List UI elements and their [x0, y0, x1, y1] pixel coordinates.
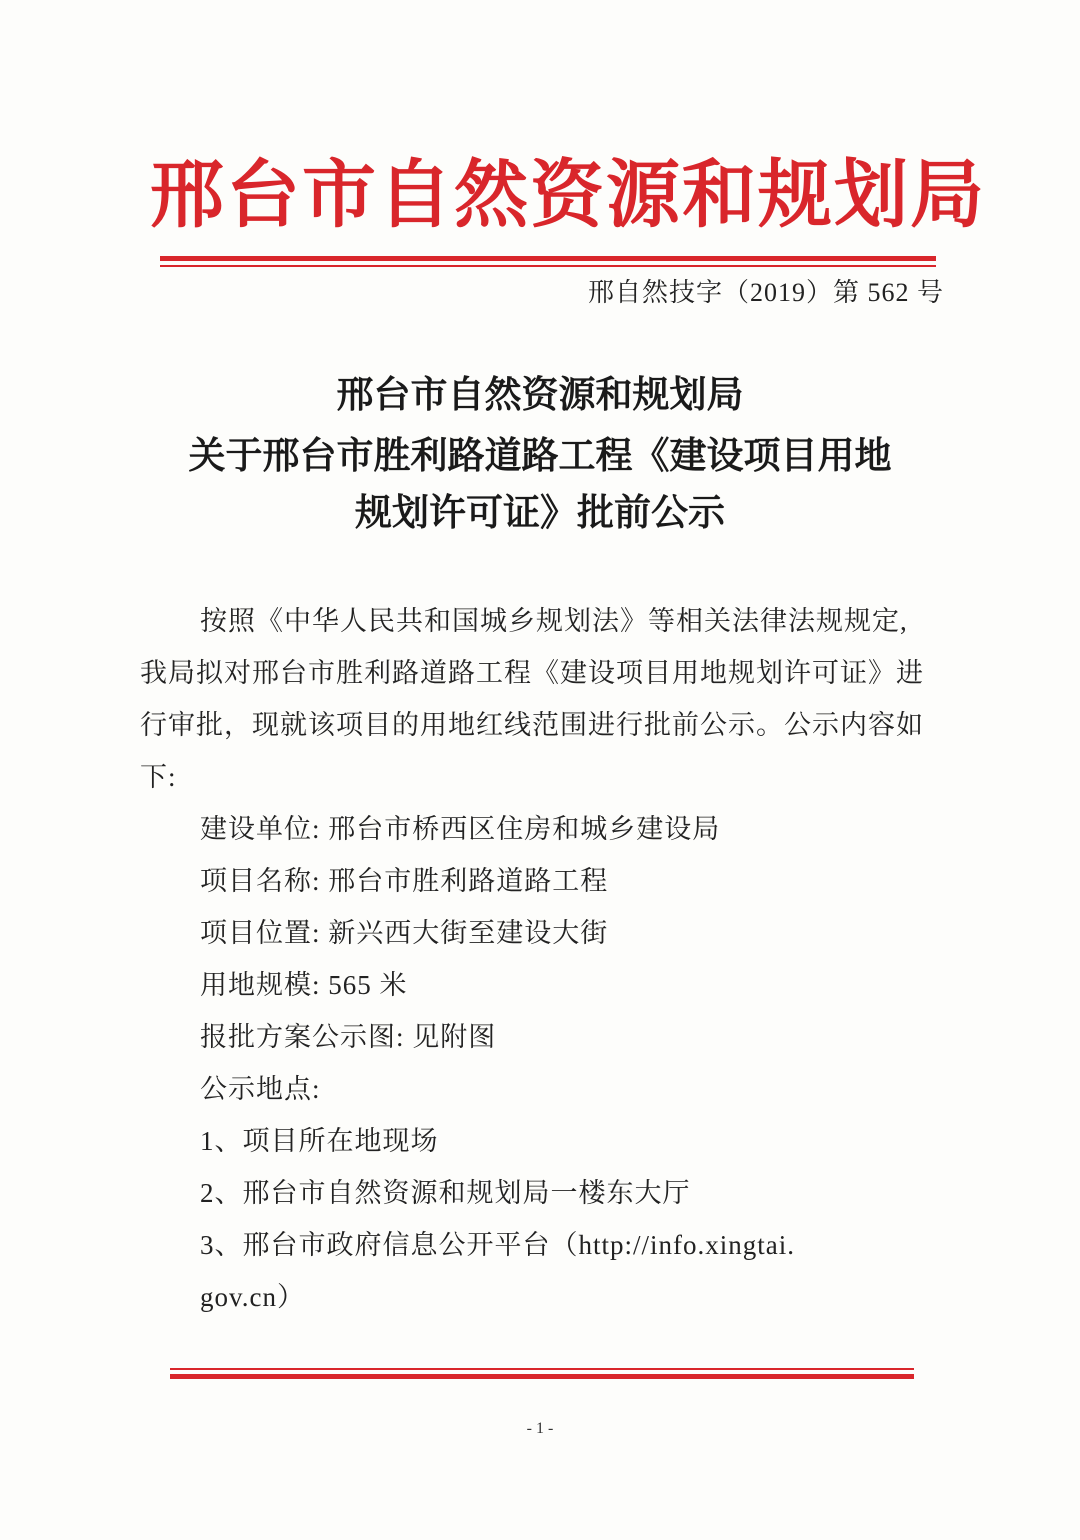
- locations-label: 公示地点:: [200, 1074, 321, 1104]
- footer-red-rule: [170, 1374, 914, 1379]
- paragraph-line: 下:: [140, 762, 177, 792]
- header-red-rule: [160, 256, 936, 261]
- location-item-continued: gov.cn）: [200, 1282, 305, 1312]
- location-item: 1、项目所在地现场: [200, 1126, 439, 1156]
- paragraph-line: 我局拟对邢台市胜利路道路工程《建设项目用地规划许可证》进: [140, 658, 924, 688]
- page-number: - 1 -: [526, 1420, 554, 1437]
- document-title-line-1: 邢台市自然资源和规划局: [336, 373, 744, 416]
- organization-header: 邢台市自然资源和规划局: [150, 152, 986, 238]
- paragraph-line: 行审批，现就该项目的用地红线范围进行批前公示。公示内容如: [140, 710, 924, 740]
- paragraph-line: 按照《中华人民共和国城乡规划法》等相关法律法规规定,: [200, 606, 908, 636]
- project-name: 项目名称: 邢台市胜利路道路工程: [200, 866, 609, 896]
- location-item: 3、邢台市政府信息公开平台（http://info.xingtai.: [200, 1230, 795, 1260]
- header-red-rule-thin: [160, 265, 936, 267]
- project-location: 项目位置: 新兴西大街至建设大街: [200, 918, 609, 948]
- footer-red-rule-thin: [170, 1368, 914, 1370]
- document-title-line-3: 规划许可证》批前公示: [355, 491, 725, 534]
- document-number: 邢自然技字（2019）第 562 号: [587, 278, 944, 307]
- construction-unit: 建设单位: 邢台市桥西区住房和城乡建设局: [200, 814, 721, 844]
- plan-diagram: 报批方案公示图: 见附图: [200, 1022, 497, 1052]
- land-scale: 用地规模: 565 米: [200, 970, 408, 1000]
- document-title-line-2: 关于邢台市胜利路道路工程《建设项目用地: [188, 434, 892, 477]
- location-item: 2、邢台市自然资源和规划局一楼东大厅: [200, 1178, 691, 1208]
